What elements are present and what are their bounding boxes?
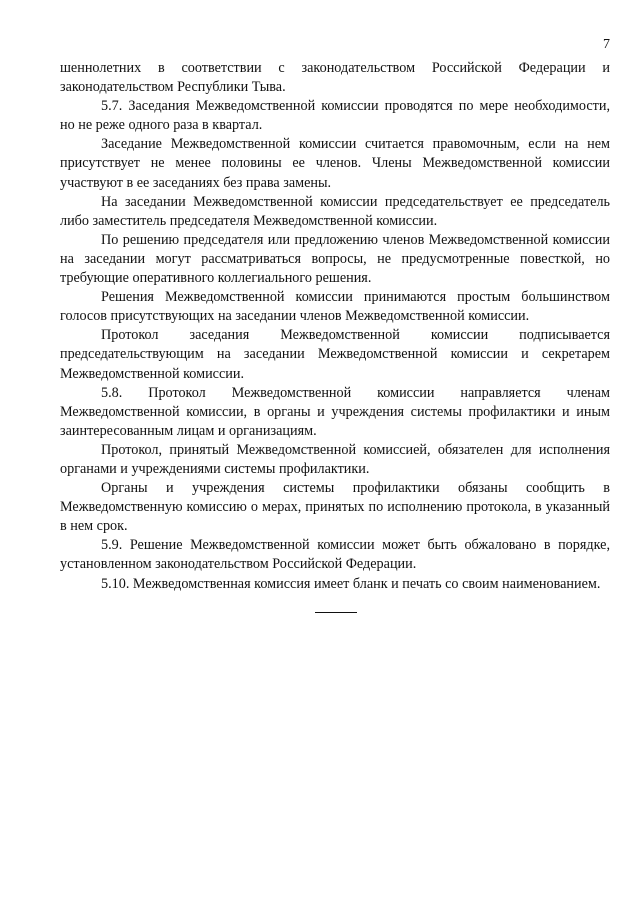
paragraph-5-8: 5.8. Протокол Межведомственной комиссии направляется членам Межведомственной комиссии, в органы и учреждения системы профилактики и иным заинтересованным лицам и организациям. bbox=[60, 384, 610, 439]
paragraph-continuation: шеннолетних в соответствии с законодательством Российской Федерации и законодательством Республики Тыва. bbox=[60, 60, 610, 96]
paragraph-protocol-signing: Протокол заседания Межведомственной комиссии подписывается председательствующим на заседании Межведомственной комиссии и секретарем Межведомственной комиссии. bbox=[60, 327, 610, 382]
paragraph-quorum: Заседание Межведомственной комиссии считается правомочным, если на нем присутствует не менее половины ее членов. Члены Межведомственной комиссии участвуют в ее заседаниях без права замены. bbox=[60, 136, 610, 191]
paragraph-5-9: 5.9. Решение Межведомственной комиссии может быть обжаловано в порядке, установленном законодательством Российской Федерации. bbox=[60, 537, 610, 573]
page-number: 7 bbox=[603, 37, 610, 52]
paragraph-5-10: 5.10. Межведомственная комиссия имеет бланк и печать со своим наименованием. bbox=[101, 575, 601, 592]
paragraph-5-7: 5.7. Заседания Межведомственной комиссии проводятся по мере необходимости, но не реже одного раза в квартал. bbox=[60, 98, 610, 134]
document-body bbox=[60, 59, 610, 594]
paragraph-agenda: По решению председателя или предложению членов Межведомственной комиссии на заседании могут рассматриваться вопросы, не предусмотренные повесткой, но требующие оперативного коллегиального решения. bbox=[60, 231, 610, 287]
paragraph-chairman: На заседании Межведомственной комиссии председательствует ее председатель либо заместитель председателя Межведомственной комиссии. bbox=[60, 193, 610, 229]
paragraph-protocol-binding: Протокол, принятый Межведомственной комиссией, обязателен для исполнения органами и учреждениями системы профилактики. bbox=[60, 441, 610, 477]
paragraph-reporting: Органы и учреждения системы профилактики обязаны сообщить в Межведомственную комиссию о мерах, принятых по исполнению протокола, в указанный в нем срок. bbox=[60, 480, 610, 535]
end-of-document-rule bbox=[315, 612, 357, 613]
paragraph-decisions: Решения Межведомственной комиссии принимаются простым большинством голосов присутствующих на заседании членов Межведомственной комиссии. bbox=[60, 289, 610, 325]
